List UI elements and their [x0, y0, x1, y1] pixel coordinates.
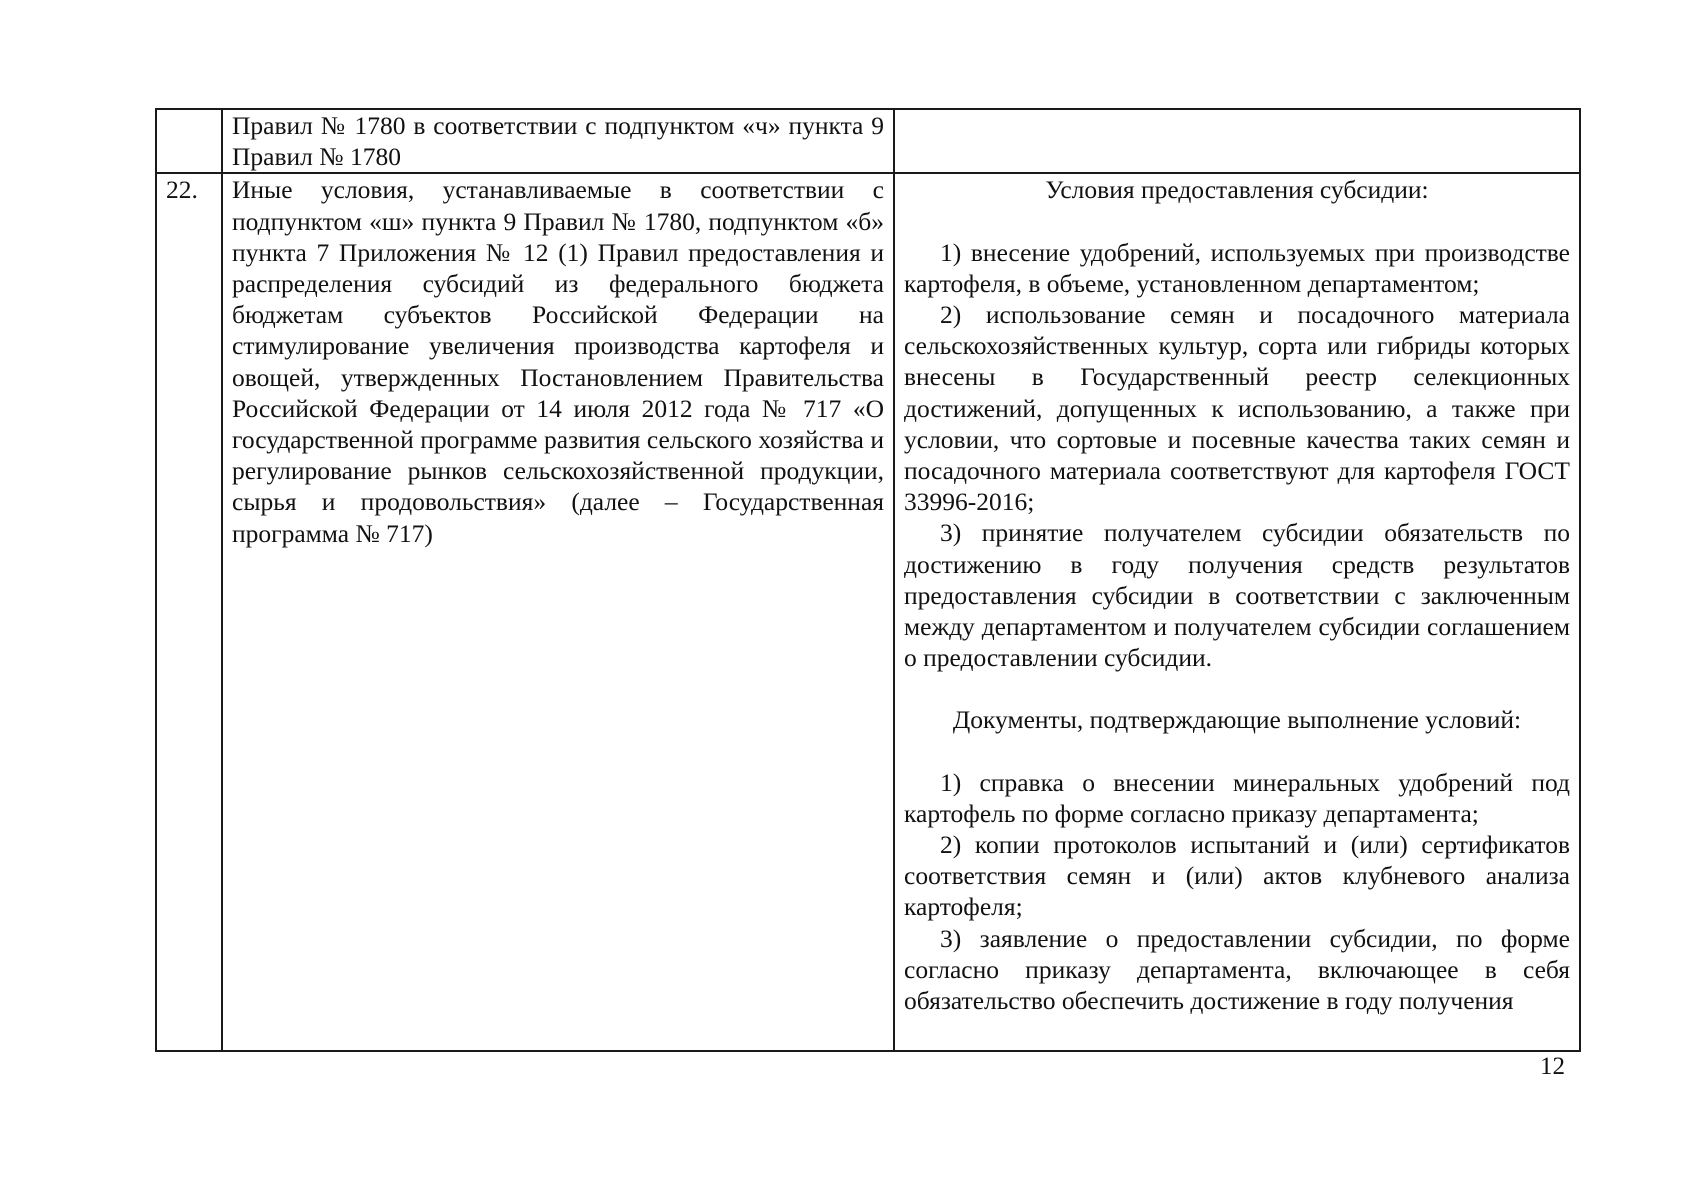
document-item: 2) копии протоколов испытаний и (или) сертификатов соответствия семян и (или) актов клубневого анализа картофеля;: [904, 830, 1570, 922]
condition-item: 2) использование семян и посадочного материала сельскохозяйственных культур, сорта или гибриды которых внесены в Государственный реестр селекционных достижений, допущенных к использованию, а также при условии, что сортовые и посевные качества таких семян и посадочного материала соответствуют для картофеля ГОСТ 33996-2016;: [904, 300, 1570, 517]
conditions-heading: Условия предоставления субсидии:: [1045, 175, 1429, 205]
row-number-cell: [156, 109, 222, 173]
table-row: [156, 173, 1580, 1051]
table-row: [156, 109, 1580, 173]
spacer: [904, 736, 1570, 767]
spacer: [904, 206, 1570, 237]
condition-item: 3) принятие получателем субсидии обязательств по достижению в году получения средств результатов предоставления субсидии в соответствии с заключенным между департаментом и получателем субсидии соглашением о предоставлении субсидии.: [904, 518, 1570, 673]
document-item: 3) заявление о предоставлении субсидии, по форме согласно приказу департамента, включающее в себя обязательство обеспечить достижение в году получения: [904, 923, 1570, 1016]
document-item: 1) справка о внесении минеральных удобрений под картофель по форме согласно приказу департамента;: [904, 767, 1570, 828]
condition-item: 1) внесение удобрений, используемых при производстве картофеля, в объеме, установленном департаментом;: [904, 237, 1570, 298]
requirements-table: [155, 108, 1581, 1052]
spacer: [904, 673, 1570, 704]
continued-text-cell: [222, 109, 894, 173]
requirement-description: Иные условия, устанавливаемые в соответствии с подпунктом «ш» пункта 9 Правил № 1780, подпунктом «б» пункта 7 Приложения № 12 (1) Правил предоставления и распределения субсидий из федерального бюджета бюджетам субъектов Российской Федерации на стимулирование увеличения производства картофеля и овощей, утвержденных Постановлением Правительства Российской Федерации от 14 июля 2012 года № 717 «О государственной программе развития сельского хозяйства и регулирование рынков сельскохозяйственной продукции, сырья и продовольствия» (далее – Государственная программа № 717): [232, 175, 884, 548]
row-number-cell: 22.: [156, 173, 222, 1051]
continued-text: Правил № 1780 в соответствии с подпунктом «ч» пункта 9 Правил № 1780: [232, 111, 884, 172]
empty-cell: [894, 109, 1580, 173]
requirement-description-cell: [222, 173, 894, 1051]
conditions-cell: [894, 173, 1580, 1051]
documents-heading: Документы, подтверждающие выполнение условий:: [952, 705, 1522, 735]
page-number: 12: [1540, 1053, 1565, 1080]
